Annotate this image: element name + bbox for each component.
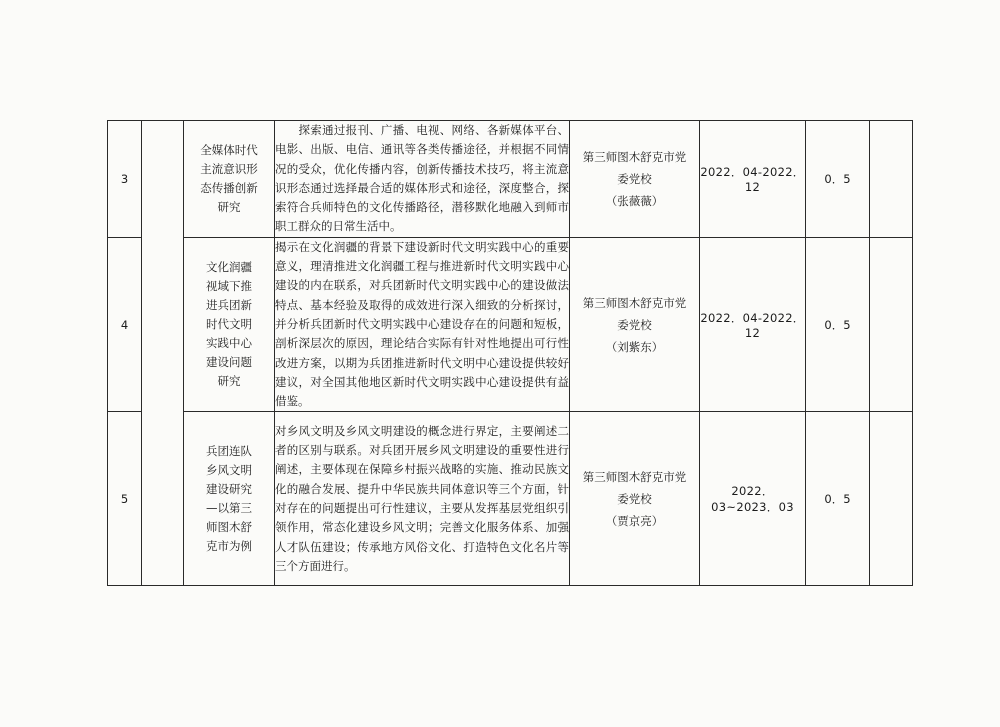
project-content: 揭示在文化润疆的背景下建设新时代文明实践中心的重要意义，理清推进文化润疆工程与推进新时代文明实践中心建设的内在联系，对兵团新时代文明实践中心的建设做法特点、基本经验及取得的成效进行深入细致的分析探讨，并分析兵团新时代文明实践中心建设存在的问题和短板，剖析深层次的原因，理论结合实际有针对性地提出可行性改进方案，以期为兵团推进新时代文明中心建设提供较好建议，对全国其他地区新时代文明实践中心建设提供有益借鉴。 — [275, 237, 570, 412]
project-funds: 0．5 — [806, 121, 870, 238]
project-title: 兵团连队 乡风文明 建设研究 —以第三 师图木舒 克市为例 — [184, 412, 275, 586]
table-row — [108, 237, 913, 412]
responsible-unit: 第三师图木舒克市党 委党校 （贾京亮） — [570, 412, 700, 586]
remarks-cell — [870, 237, 913, 412]
responsible-unit: 第三师图木舒克市党 委党校 （张薇薇） — [570, 121, 700, 238]
responsible-unit: 第三师图木舒克市党 委党校 （刘紫东） — [570, 237, 700, 412]
table-row — [108, 412, 913, 586]
project-period: 2022．03~2023．03 — [700, 412, 806, 586]
remarks-cell — [870, 121, 913, 238]
table-row — [108, 121, 913, 238]
project-title: 全媒体时代 主流意识形 态传播创新 研究 — [184, 121, 275, 238]
project-content: 对乡风文明及乡风文明建设的概念进行界定，主要阐述二者的区别与联系。对兵团开展乡风文明建设的重要性进行阐述，主要体现在保障乡村振兴战略的实施、推动民族文化的融合发展、提升中华民族共同体意识等三个方面，针对存在的问题提出可行性建议，主要从发挥基层党组织引领作用，常态化建设乡风文明；完善文化服务体系、加强人才队伍建设；传承地方风俗文化、打造特色文化名片等三个方面进行。 — [275, 412, 570, 586]
project-content: 探索通过报刊、广播、电视、网络、各新媒体平台、电影、出版、电信、通讯等各类传播途径，并根据不同情况的受众，优化传播内容，创新传播技术技巧，将主流意识形态通过选择最合适的媒体形式和途径，深度整合，探索符合兵师特色的文化传播路径，潜移默化地融入到师市职工群众的日常生活中。 — [275, 121, 570, 238]
project-title: 文化润疆 视域下推 进兵团新 时代文明 实践中心 建设问题 研究 — [184, 237, 275, 412]
project-table — [107, 120, 913, 586]
row-number: 3 — [108, 121, 142, 238]
project-period: 2022．04-2022．12 — [700, 121, 806, 238]
remarks-cell — [870, 412, 913, 586]
merged-category-cell — [142, 121, 184, 586]
row-number: 4 — [108, 237, 142, 412]
project-funds: 0．5 — [806, 412, 870, 586]
project-period: 2022．04-2022．12 — [700, 237, 806, 412]
project-funds: 0．5 — [806, 237, 870, 412]
row-number: 5 — [108, 412, 142, 586]
